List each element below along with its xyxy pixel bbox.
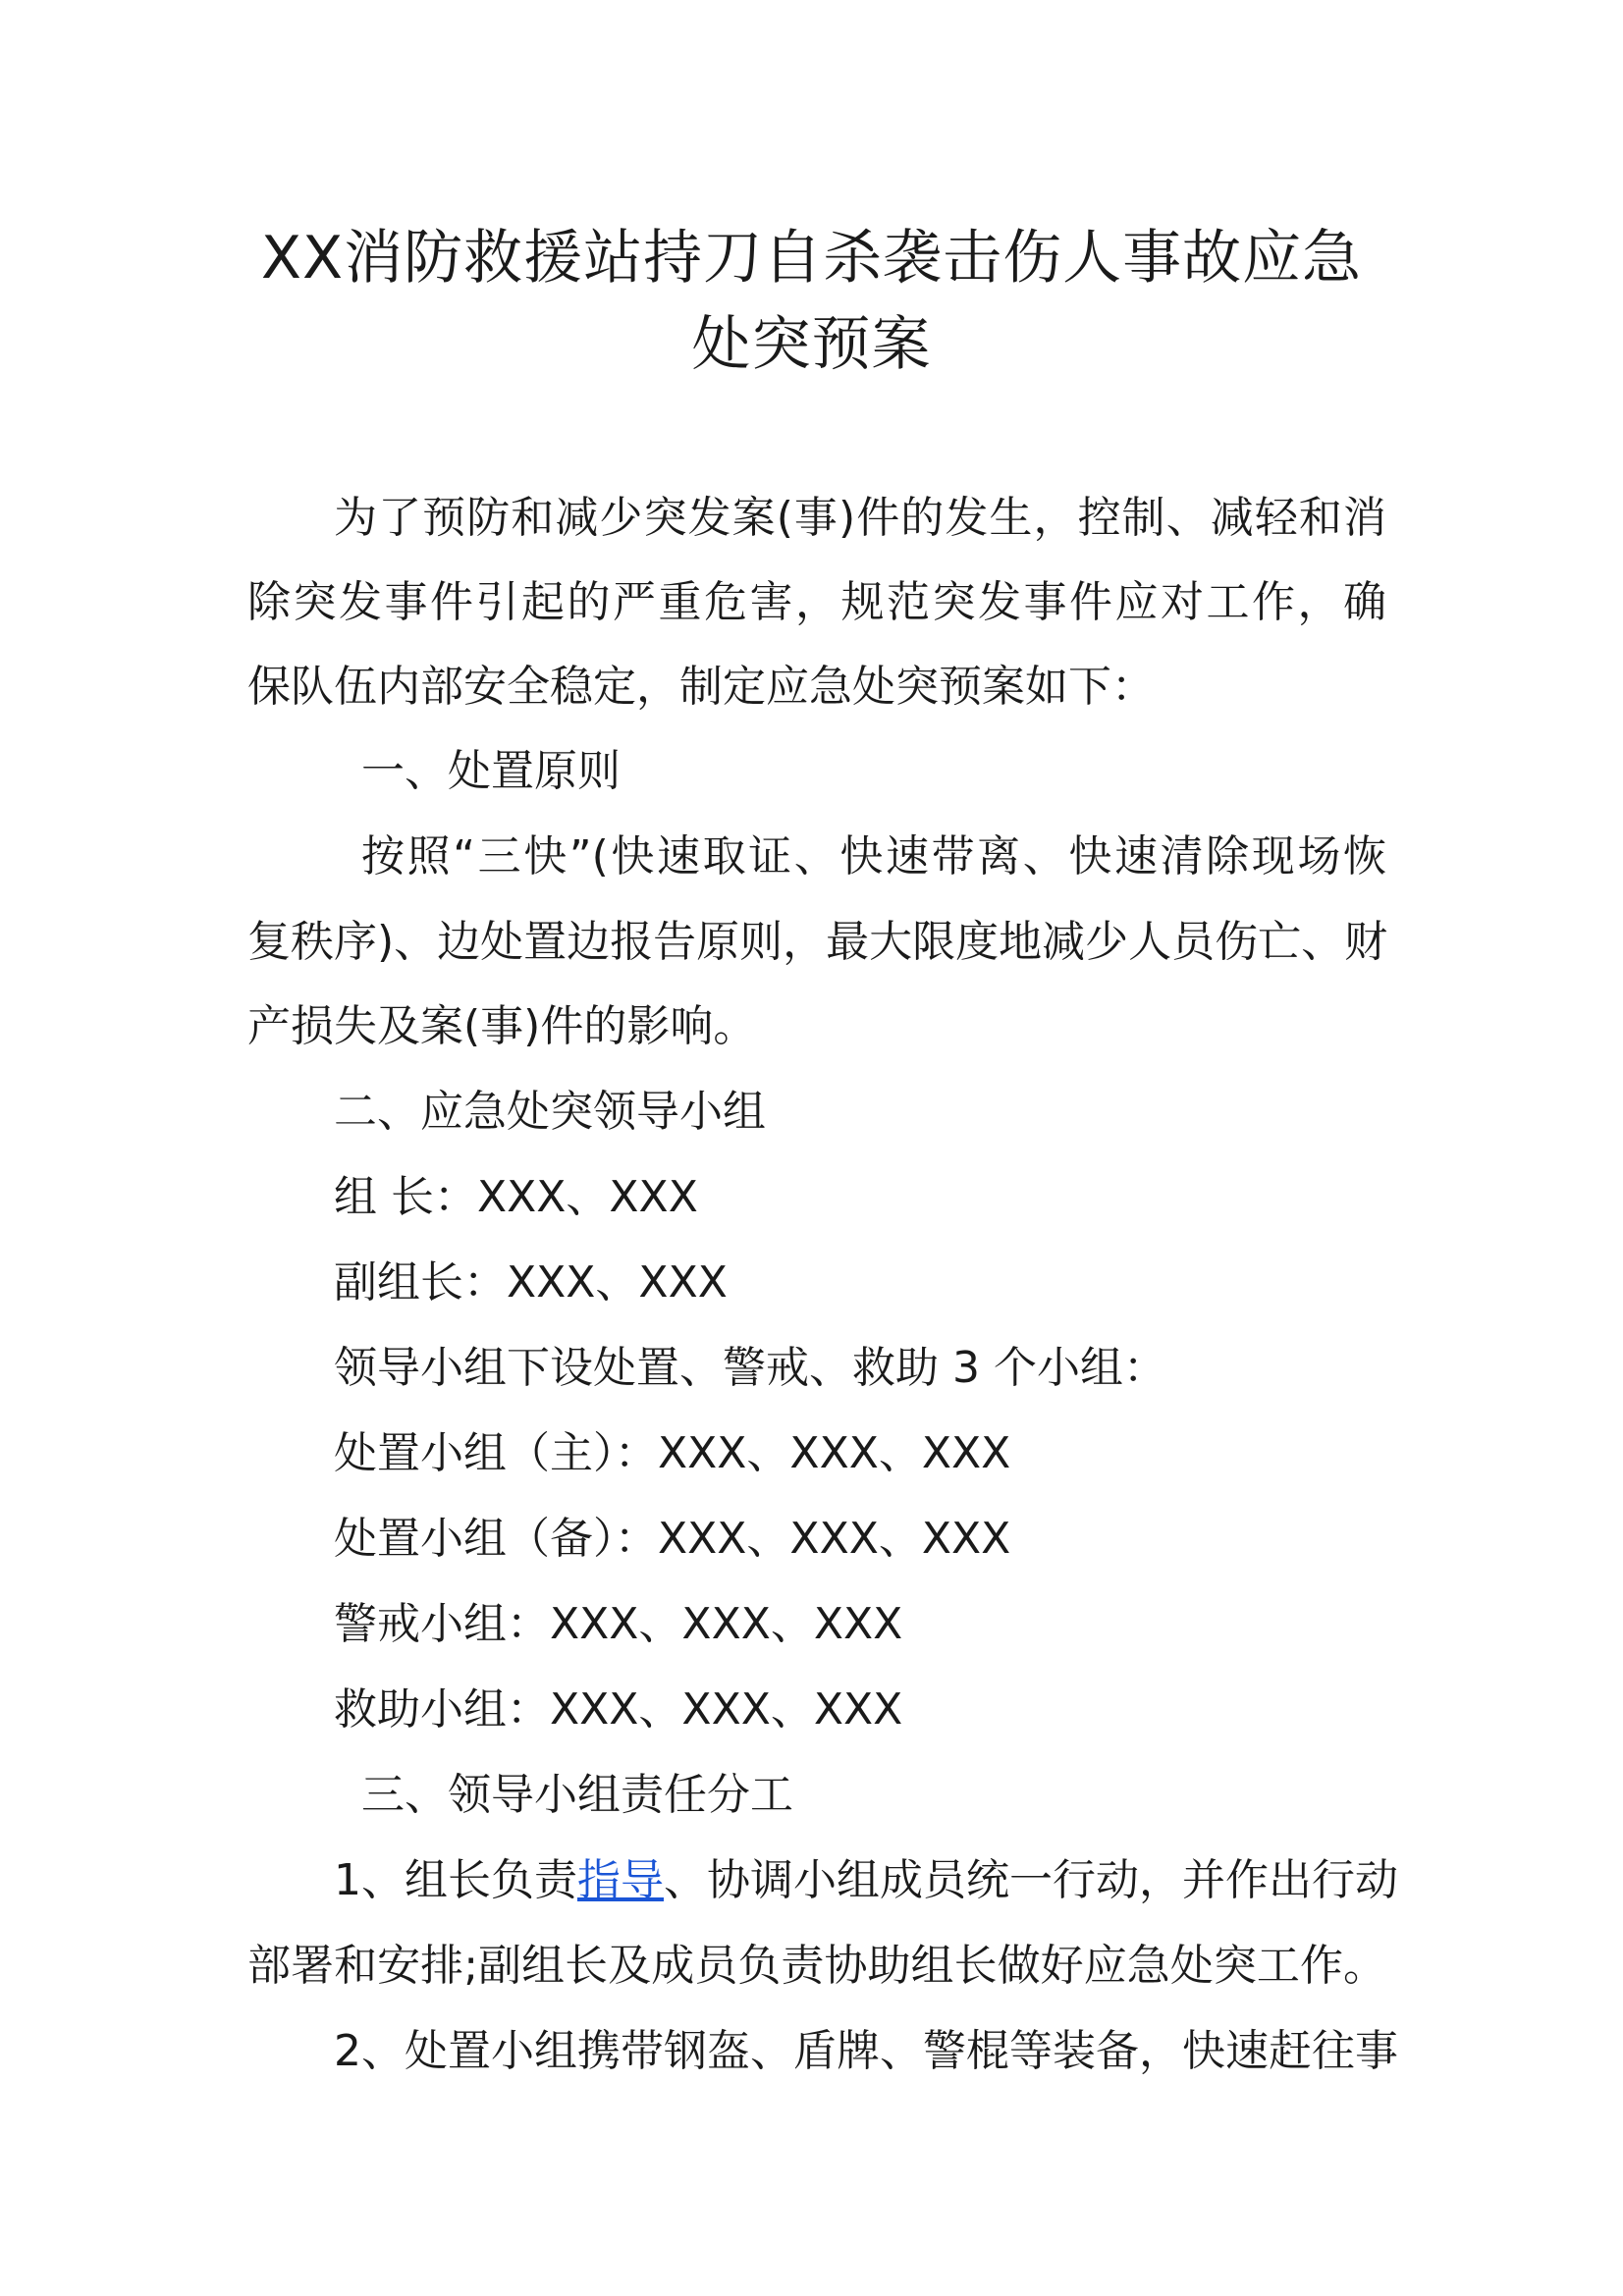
- section-2-heading: 二、应急处突领导小组: [334, 1087, 766, 1137]
- section-1-line-3: 产损失及案(事)件的影响。: [247, 1001, 757, 1051]
- intro-line-3: 保队伍内部安全稳定，制定应急处突预案如下：: [247, 662, 1155, 712]
- document-title-line-2: 处突预案: [691, 310, 932, 379]
- section-1-line-2: 复秩序)、边处置边报告原则，最大限度地减少人员伤亡、财: [247, 917, 1388, 967]
- section-1-line-1: 按照“三快”(快速取证、快速带离、快速清除现场恢: [361, 831, 1386, 881]
- duty-item-1-prefix: 1、组长负责: [334, 1855, 577, 1905]
- guidance-link[interactable]: 指导: [577, 1855, 664, 1905]
- guard-group-line: 警戒小组：XXX、XXX、XXX: [334, 1599, 903, 1649]
- handling-main-group-line: 处置小组（主）：XXX、XXX、XXX: [334, 1428, 1011, 1478]
- section-1-heading: 一、处置原则: [361, 746, 621, 796]
- section-3-heading: 三、领导小组责任分工: [361, 1770, 793, 1820]
- document-title-line-1: XX消防救援站持刀自杀袭击伤人事故应急: [260, 224, 1363, 293]
- duty-item-2-line-1: 2、处置小组携带钢盔、盾牌、警棍等装备，快速赶往事: [334, 2026, 1398, 2076]
- duty-item-1-line-1: [334, 1851, 1398, 1910]
- intro-line-1: 为了预防和减少突发案(事)件的发生，控制、减轻和消: [334, 493, 1386, 543]
- subgroups-intro-line: 领导小组下设处置、警戒、救助 3 个小组：: [334, 1343, 1166, 1393]
- duty-item-1-suffix: 、协调小组成员统一行动，并作出行动: [664, 1855, 1398, 1905]
- handling-backup-group-line: 处置小组（备）：XXX、XXX、XXX: [334, 1514, 1011, 1564]
- rescue-group-line: 救助小组：XXX、XXX、XXX: [334, 1684, 903, 1735]
- deputy-leader-line: 副组长：XXX、XXX: [334, 1257, 728, 1308]
- duty-item-1-line-2: 部署和安排;副组长及成员负责协助组长做好应急处突工作。: [247, 1941, 1386, 1991]
- intro-line-2: 除突发事件引起的严重危害，规范突发事件应对工作，确: [247, 577, 1386, 627]
- leader-line: 组 长：XXX、XXX: [334, 1172, 698, 1222]
